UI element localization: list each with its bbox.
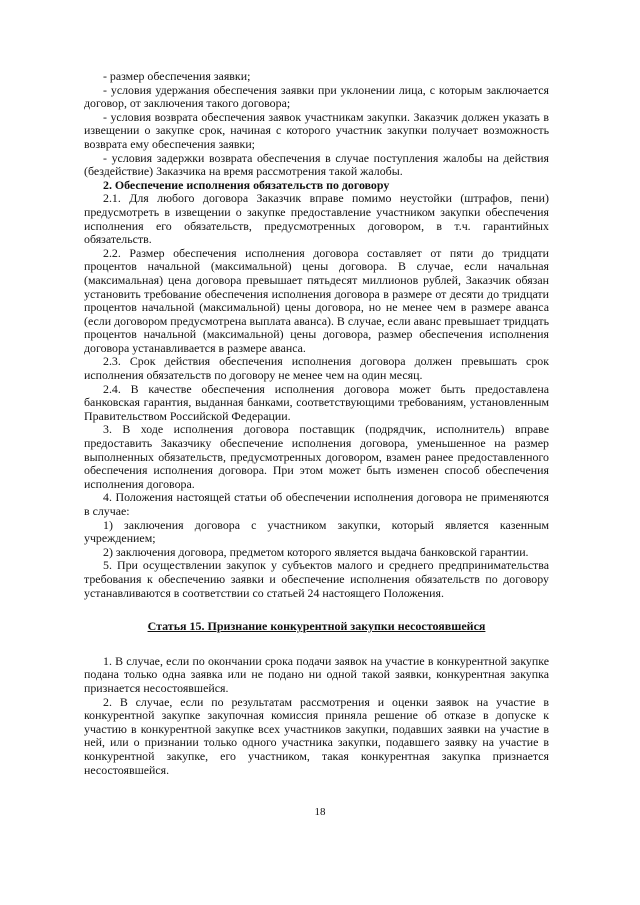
paragraph-2-1: 2.1. Для любого договора Заказчик вправе помимо неустойки (штрафов, пени) предусмотреть в извещении о закупке предоставление участником закупки обеспечения исполнения его обязательств, предусмотренных договором, в т.ч. гарантийных обязательств.	[84, 191, 549, 247]
paragraph-guarantee-size: - размер обеспечения заявки;	[103, 69, 251, 83]
paragraph-2-3: 2.3. Срок действия обеспечения исполнения договора должен превышать срок исполнения обязательств по договору не менее чем на один месяц.	[84, 354, 549, 383]
paragraph-4-item-1: 1) заключения договора с участником закупки, который является казенным учреждением;	[84, 517, 549, 546]
article-15-paragraph-2: 2. В случае, если по результатам рассмотрения и оценки заявок на участие в конкурентной закупке закупочная комиссия приняла решение об отказе в допуске к участию в конкурентной закупке всех участников закупки, подавших заявки на участие в ней, или о признании только одного участника закупки, подавшего заявку на участие в конкурентной закупке, его участником, такая конкурентная закупка признается несостоявшейся.	[84, 694, 549, 777]
paragraph-3: 3. В ходе исполнения договора поставщик (подрядчик, исполнитель) вправе предоставить Заказчику обеспечение исполнения договора, уменьшенное на размер выполненных обязательств, предусмотренных договором, взамен ранее предоставленного обеспечения исполнения договора. При этом может быть изменен способ обеспечения исполнения договора.	[84, 422, 549, 491]
article-15-paragraph-1: 1. В случае, если по окончании срока подачи заявок на участие в конкурентной закупке подана только одна заявка или не подано ни одной такой заявки, конкурентная закупка признается несостоявшейся.	[84, 653, 549, 695]
paragraph-delay-conditions: - условия задержки возврата обеспечения в случае поступления жалобы на действия (бездействие) Заказчика на время рассмотрения такой жалобы.	[84, 150, 549, 179]
page-number: 18	[314, 806, 326, 818]
paragraph-4-item-2: 2) заключения договора, предметом которого является выдача банковской гарантии.	[103, 544, 529, 559]
paragraph-return-conditions: - условия возврата обеспечения заявок участникам закупки. Заказчик должен указать в извещении о закупке срок, начиная с которого участник закупки получает возможность возврата ему обеспечения заявки;	[84, 109, 549, 151]
paragraph-retention-conditions: - условия удержания обеспечения заявки при уклонении лица, с которым заключается договор, от заключения такого договора;	[84, 82, 549, 111]
paragraph-4: 4. Положения настоящей статьи об обеспечении исполнения договора не применяются в случае:	[84, 490, 549, 518]
paragraph-5: 5. При осуществлении закупок у субъектов малого и среднего предпринимательства требования к обеспечению заявки и обеспечение исполнения обязательств по договору устанавливаются в соответствии со статьей 24 настоящего Положения.	[84, 558, 549, 600]
article-15-heading: Статья 15. Признание конкурентной закупки несостоявшейся	[147, 619, 486, 634]
section-heading-contract-security: 2. Обеспечение исполнения обязательств по договору	[103, 177, 390, 192]
paragraph-2-2: 2.2. Размер обеспечения исполнения договора составляет от пяти до тридцати процентов начальной (максимальной) цены договора. В случае, если начальная (максимальная) цена договора превышает пятьдесят миллионов рублей, Заказчик обязан установить требование обеспечения исполнения договора в размере от десяти до тридцати процентов начальной (максимальной) цены договора, но не менее чем в размере аванса (если договором предусмотрена выплата аванса). В случае, если аванс превышает тридцать процентов начальной (максимальной) цены договора, размер обеспечения исполнения договора устанавливается в размере аванса.	[84, 245, 549, 355]
paragraph-2-4: 2.4. В качестве обеспечения исполнения договора может быть предоставлена банковская гарантия, выданная банками, соответствующими требованиям, установленным Правительством Российской Федерации.	[84, 381, 549, 423]
page-content	[84, 70, 549, 777]
